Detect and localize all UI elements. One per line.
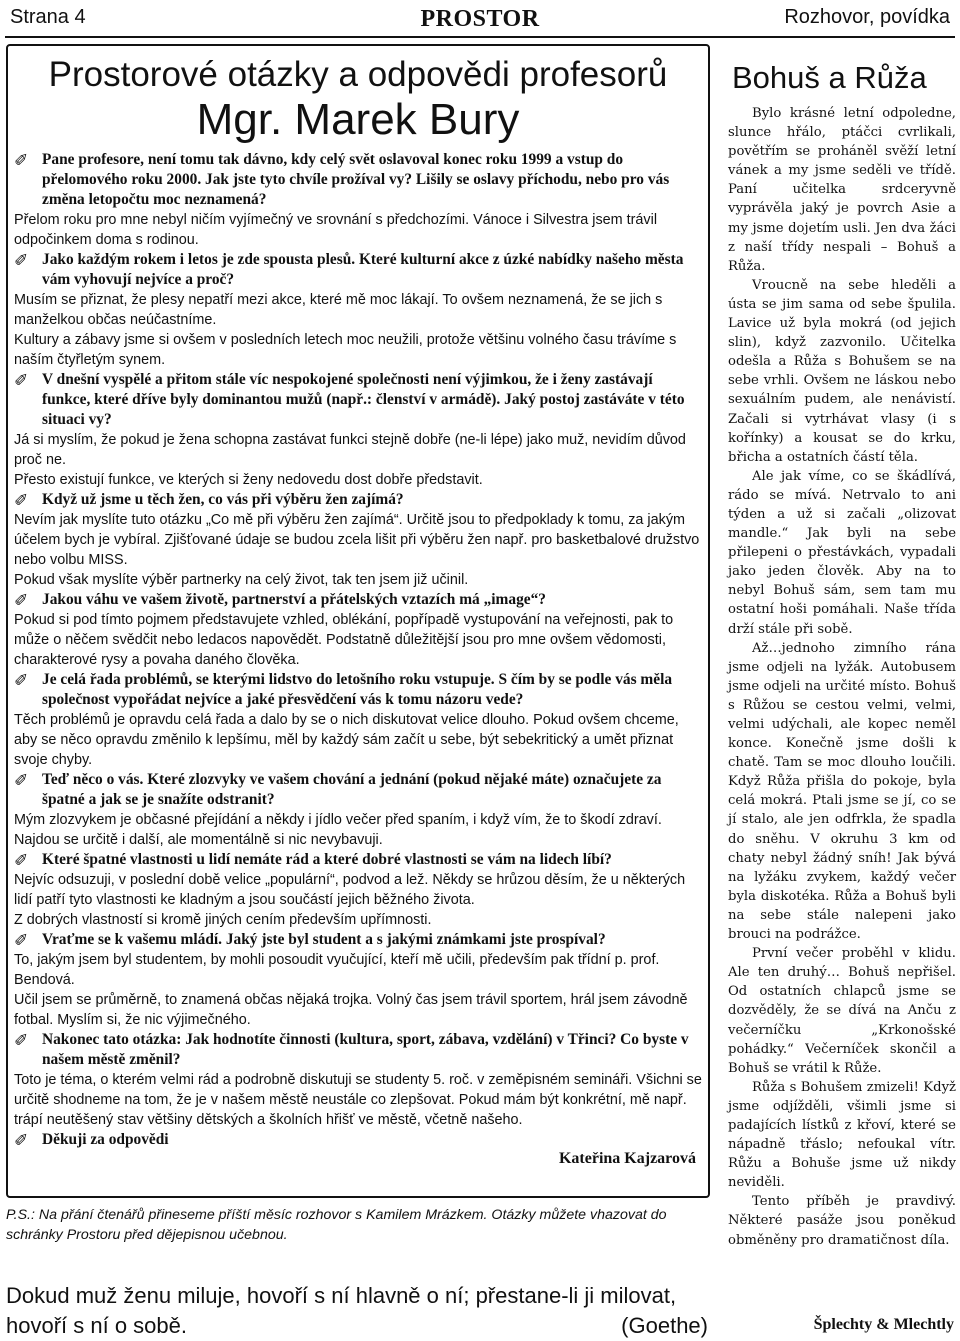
interview-question: [14, 930, 702, 950]
interviewee-name: Mgr. Marek Bury: [196, 95, 520, 144]
story-column: [728, 58, 956, 1250]
interview-closing: [14, 1130, 702, 1170]
question-text: Když už jsme u těch žen, co vás při výběru žen zajímá?: [42, 491, 404, 508]
interview-box: [6, 44, 710, 1198]
page-header: [0, 0, 960, 36]
pen-nib-icon: ✐: [14, 371, 29, 390]
story-paragraph: Vroucně na sebe hleděli a ústa se jim sama od sebe špulila. Lavice už byla mokrá (od jejich slin), když zazvonilo. Učitelka odešla a Růža s Bohušem se na sebe vrhli. Ovšem ne láskou nebo sexuálním pudem, ale nenávistí. Začali si vytrhávat vlasy (i s kořínky) a kousat se do krku, břicha a ostatních částí těla.: [728, 277, 956, 465]
interview-question: [14, 670, 702, 710]
story-body: [728, 104, 956, 1250]
interview-answer: Přelom roku pro mne nebyl ničím vyjímečný ve srovnání s předchozími. Vánoce i Silvestra jsem trávil odpočinkem doma s rodinou.: [14, 212, 658, 248]
pen-nib-icon: ✐: [14, 591, 29, 610]
interview-question: [14, 590, 702, 610]
interview-answer: Pokud však myslíte výběr partnerky na celý život, tak ten jsem již učinil.: [14, 572, 469, 588]
interview-answer: Toto je téma, o kterém velmi rád a podrobně diskutuji se studenty 5. roč. v zeměpisném semináři. Všichni se určitě shodneme na tom, že je v našem městě neustále co zlepšovat. Pokud mám být konkrétní, mě např. trápí neutěšený stav většiny dětských a školních hřišť ve městě, včetně našeho.: [14, 1072, 702, 1128]
interview-answer: Mým zlozvykem je občasné přejídání a někdy i jídlo večer před spaním, i když vím, že to škodí zdraví. Najdou se určitě i další, ale momentálně si nic nevybavuji.: [14, 812, 662, 848]
interview-question: [14, 150, 702, 210]
interview-question: [14, 770, 702, 810]
question-text: Teď něco o vás. Které zlozvyky ve vašem chování a jednání (pokud nějaké máte) označujete za špatné a jak se je snažíte odstranit?: [42, 771, 662, 808]
quote-source: (Goethe): [621, 1313, 708, 1338]
section-name: Rozhovor, povídka: [784, 6, 950, 28]
interview-answer: Já si myslím, že pokud je žena schopna zastávat funkci stejně dobře (ne-li lépe) jako muž, nevidím důvod proč ne.: [14, 432, 686, 468]
magazine-name: PROSTOR: [420, 6, 540, 32]
story-paragraph: Růža s Bohušem zmizeli! Když jsme odjížděli, všimli jsme si padajících lístků z křoví, které se nápadně třáslo; nefoukal vítr. Růžu a Bohuše jsme už nikdy neviděli.: [728, 1079, 956, 1191]
interview-answer: Pokud si pod tímto pojmem představujete vzhled, oblékání, popřípadě vystupování na veřejnosti, pak to může o něčem svědčit nebo ledacos napovědět. Podstatně důležitější jsou pro mne ovšem vědomosti, charakterové rysy a povaha daného člověka.: [14, 612, 674, 668]
story-paragraph: Až…jednoho zimního rána jsme odjeli na lyžák. Autobusem jsme odjeli na určité místo. Bohuš s Růžou se cestou velmi, velmi, velmi udýchali, ale kopec neměl konce. Konečně jsme došli k chatě. Tam se moc dlouho loučili. Když Růža přišla do pokoje, byla celá mokrá. Ptali jsme se jí, co se jí stalo, ale jen odfrkla, že spadla do sněhu. V okruhu 3 km od chaty nebyl žádný sníh! Jak bývá na lyžáku zvykem, každý večer byla diskotéka. Růža a Bohuš byli na sebe stále nalepeni jako brouci na podrážce.: [728, 640, 956, 943]
pen-nib-icon: ✐: [14, 491, 29, 510]
postscript: P.S.: Na přání čtenářů přineseme příští měsíc rozhovor s Kamilem Mrázkem. Otázky můžete vhazovat do schránky Prostoru před dějepisnou učebnou.: [6, 1207, 667, 1243]
interview-question: [14, 850, 702, 870]
interview-answer: Nejvíc odsuzuji, v poslední době velice „populární“, podvod a lež. Někdy se hrůzou děsím, že u některých lidí patří tyto vlastnosti ke kladným a jsou součástí jejich běžného života.: [14, 872, 686, 908]
interview-answer: Přesto existují funkce, ve kterých si ženy nedovedu dost dobře představit.: [14, 472, 483, 488]
interview-question: [14, 1030, 702, 1070]
story-paragraph: Bylo krásné letní odpoledne, slunce hřálo, ptáčci cvrlikali, povětřím se proháněl svěží letní vánek a my jsme seděli ve třídě. Paní učitelka srdceryvně vyprávěla jaký je povrch Asie a my jsme dojetím usli. Jen dva žáci z naší třídy nespali – Bohuš a Růža.: [728, 106, 956, 274]
question-text: Je celá řada problémů, se kterými lidstvo do letošního roku vstupuje. S čím by se podle vás měla společnost vypořádat nejvíce a jaké přesvědčení vás k tomu názoru vede?: [42, 671, 673, 708]
pen-nib-icon: ✐: [14, 851, 29, 870]
question-text: Nakonec tato otázka: Jak hodnotíte činnosti (kultura, sport, zábava, vzdělání) v Třinci? Co byste v našem městě změnil?: [42, 1031, 689, 1068]
interview-question: [14, 250, 702, 290]
interview-answer: Nevím jak myslíte tuto otázku „Co mě při výběru žen zajímá“. Určitě jsou to předpoklady k tomu, za jakým účelem bych je vybíral. Zjišťované údaje se budou zcela lišit při výběru žen např. pro basketbalové družstvo nebo volbu MISS.: [14, 512, 700, 568]
pen-nib-icon: ✐: [14, 671, 29, 690]
question-text: V dnešní vyspělé a přitom stále víc nespokojené společnosti není výjimkou, že i ženy zastávají funkce, které dříve byly dominantou mužů (např.: členství v armádě). Jaký postoj zastáváte v této situaci vy?: [42, 371, 685, 428]
story-paragraph: Ale jak víme, co se škádlívá, rádo se mívá. Netrvalo to ani týden a už si začali „olizovat mandle.“ Jak byli na sebe přilepeni o přestávkách, vypadali jako jeden člověk. Aby na to nebyl Bohuš sám, sem tam mu ostatní hoši pomáhali. Naše třída drží stále při sobě.: [728, 468, 956, 637]
interview-answer: To, jakým jsem byl studentem, by mohli posoudit vyučující, kteří mě učili, především pak třídní p. prof. Bendová.: [14, 952, 660, 988]
page-number: Strana 4: [10, 6, 86, 28]
story-paragraph: Tento příběh je pravdivý. Některé pasáže jsou poněkud obměněny pro dramatičnost díla.: [728, 1194, 956, 1248]
pen-nib-icon: ✐: [14, 251, 29, 270]
interview-answer: Těch problémů je opravdu celá řada a dalo by se o nich diskutovat velice dlouho. Pokud ovšem chceme, aby se něco opravdu změnilo k lepšímu, měl by každý sám začít u sebe, být sebekritický a umět přiznat svoje chyby.: [14, 712, 679, 768]
question-text: Vraťme se k vašemu mládí. Jaký jste byl student a s jakými známkami jste prospíval?: [42, 931, 606, 948]
pen-nib-icon: ✐: [14, 151, 29, 170]
pen-nib-icon: ✐: [14, 1031, 29, 1050]
goethe-quote: [6, 1281, 710, 1341]
interview-answer: Musím se přiznat, že plesy nepatří mezi akce, které mě moc lákají. To ovšem neznamená, že se jich s manželkou občas neúčastníme.: [14, 292, 663, 328]
interview-answer: Učil jsem se průměrně, to znamená občas nějaká trojka. Volný čas jsem trávil sportem, hrál jsem závodně fotbal. Myslím si, že nic výjimečného.: [14, 992, 688, 1028]
interview-question: [14, 490, 702, 510]
story-authors: Šplechty & Mlechtly: [813, 1316, 954, 1333]
interview-title: Prostorové otázky a odpovědi profesorů: [48, 55, 668, 94]
question-text: Pane profesore, není tomu tak dávno, kdy celý svět oslavoval konec roku 1999 a vstup do přelomového roku 2000. Jak jste tyto chvíle prožíval vy? Lišily se oslavy příchodu, nebo pro vás změna letopočtu moc neznamená?: [42, 151, 670, 208]
thanks-text: Děkuji za odpovědi: [42, 1131, 169, 1148]
pen-nib-icon: ✐: [14, 1131, 29, 1150]
question-text: Které špatné vlastnosti u lidí nemáte rád a které dobré vlastnosti se vám na lidech líbí?: [42, 851, 612, 868]
interview-author: Kateřina Kajzarová: [558, 1150, 696, 1167]
header-divider: [5, 36, 955, 38]
story-title: Bohuš a Růža: [732, 60, 927, 95]
question-text: Jakou váhu ve vašem životě, partnerství a přátelských vztazích má „image“?: [42, 591, 546, 608]
interview-answer: Kultury a zábavy jsme si ovšem v posledních letech moc neužili, protože většinu volného času trávíme s naším čtyřletým synem.: [14, 332, 677, 368]
quote-text: Dokud muž ženu miluje, hovoří s ní hlavně o ní; přestane-li ji milovat, hovoří s ní o sobě.: [6, 1283, 677, 1338]
pen-nib-icon: ✐: [14, 771, 29, 790]
story-paragraph: První večer proběhl v klidu. Ale ten druhý… Bohuš nepřišel. Od ostatních chlapců jsme se dozvěděly, že se dívá na Anču z večerníčku „Krkonošské pohádky.“ Večerníček skončil a Bohuš se vrátil k Růže.: [728, 946, 956, 1076]
pen-nib-icon: ✐: [14, 931, 29, 950]
interview-question: [14, 370, 702, 430]
interview-body: [14, 150, 702, 1130]
interview-answer: Z dobrých vlastností si kromě jiných cením především upřímnosti.: [14, 912, 432, 928]
question-text: Jako každým rokem i letos je zde spousta plesů. Které kulturní akce z úzké nabídky našeho města vám vyhovují nejvíce a proč?: [42, 251, 684, 288]
